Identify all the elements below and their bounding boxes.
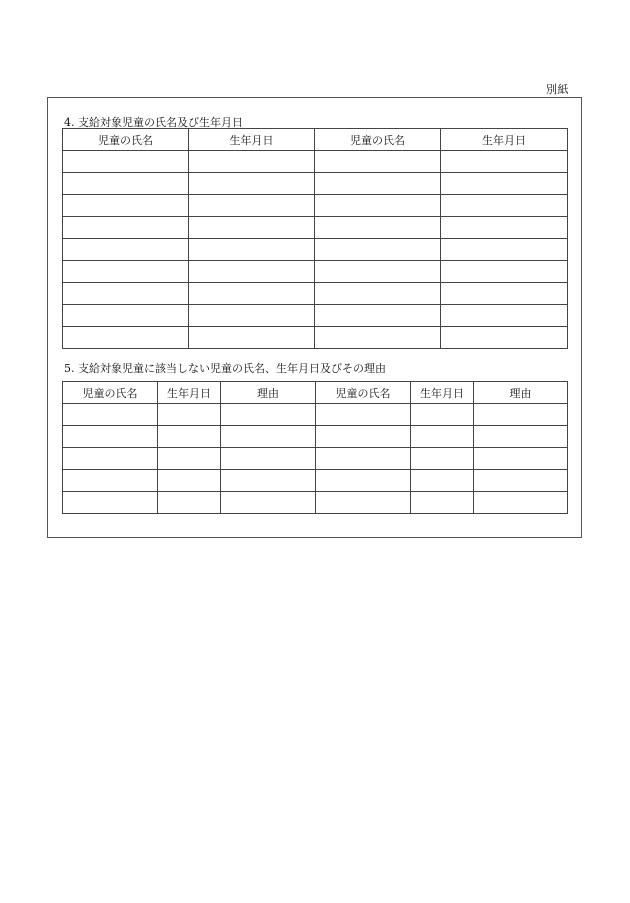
entry-cell[interactable] <box>441 327 568 349</box>
ineligible-children-table <box>62 381 568 514</box>
entry-cell[interactable] <box>441 261 568 283</box>
entry-cell[interactable] <box>189 261 315 283</box>
entry-cell[interactable] <box>158 492 221 514</box>
entry-cell[interactable] <box>189 173 315 195</box>
header-birth-date: 生年月日 <box>189 129 315 151</box>
header-reason: 理由 <box>221 382 316 404</box>
entry-cell[interactable] <box>315 327 441 349</box>
entry-cell[interactable] <box>158 404 221 426</box>
entry-cell[interactable] <box>441 239 568 261</box>
entry-cell[interactable] <box>63 195 189 217</box>
entry-cell[interactable] <box>158 470 221 492</box>
entry-cell[interactable] <box>221 426 316 448</box>
header-child-name: 児童の氏名 <box>63 382 158 404</box>
entry-cell[interactable] <box>441 151 568 173</box>
entry-cell[interactable] <box>315 283 441 305</box>
entry-cell[interactable] <box>441 173 568 195</box>
entry-cell[interactable] <box>441 305 568 327</box>
table-row <box>63 470 568 492</box>
table-header-row <box>63 382 568 404</box>
entry-cell[interactable] <box>221 492 316 514</box>
entry-cell[interactable] <box>63 448 158 470</box>
entry-cell[interactable] <box>63 239 189 261</box>
entry-cell[interactable] <box>411 492 474 514</box>
entry-cell[interactable] <box>474 470 568 492</box>
entry-cell[interactable] <box>189 195 315 217</box>
entry-cell[interactable] <box>63 426 158 448</box>
entry-cell[interactable] <box>189 283 315 305</box>
entry-cell[interactable] <box>63 261 189 283</box>
entry-cell[interactable] <box>411 426 474 448</box>
entry-cell[interactable] <box>158 426 221 448</box>
section5-title: 5. 支給対象児童に該当しない児童の氏名、生年月日及びその理由 <box>64 362 386 375</box>
entry-cell[interactable] <box>315 261 441 283</box>
table-row <box>63 217 568 239</box>
entry-cell[interactable] <box>221 448 316 470</box>
entry-cell[interactable] <box>316 492 411 514</box>
header-reason: 理由 <box>474 382 568 404</box>
header-child-name: 児童の氏名 <box>63 129 189 151</box>
entry-cell[interactable] <box>63 217 189 239</box>
header-child-name: 児童の氏名 <box>316 382 411 404</box>
eligible-children-table <box>62 128 568 349</box>
table-row <box>63 492 568 514</box>
entry-cell[interactable] <box>189 305 315 327</box>
table-header-row <box>63 129 568 151</box>
entry-cell[interactable] <box>474 448 568 470</box>
header-birth-date: 生年月日 <box>411 382 474 404</box>
entry-cell[interactable] <box>316 448 411 470</box>
entry-cell[interactable] <box>189 217 315 239</box>
entry-cell[interactable] <box>315 195 441 217</box>
entry-cell[interactable] <box>63 151 189 173</box>
header-birth-date: 生年月日 <box>441 129 568 151</box>
section4-title: 4. 支給対象児童の氏名及び生年月日 <box>64 116 243 129</box>
entry-cell[interactable] <box>63 327 189 349</box>
header-birth-date: 生年月日 <box>158 382 221 404</box>
table-row <box>63 448 568 470</box>
entry-cell[interactable] <box>189 151 315 173</box>
entry-cell[interactable] <box>411 448 474 470</box>
table-row <box>63 195 568 217</box>
entry-cell[interactable] <box>315 151 441 173</box>
table-row <box>63 151 568 173</box>
table-row <box>63 305 568 327</box>
entry-cell[interactable] <box>315 305 441 327</box>
entry-cell[interactable] <box>63 404 158 426</box>
entry-cell[interactable] <box>315 217 441 239</box>
entry-cell[interactable] <box>189 327 315 349</box>
entry-cell[interactable] <box>63 470 158 492</box>
table-row <box>63 261 568 283</box>
entry-cell[interactable] <box>411 404 474 426</box>
entry-cell[interactable] <box>63 492 158 514</box>
entry-cell[interactable] <box>441 195 568 217</box>
entry-cell[interactable] <box>474 404 568 426</box>
entry-cell[interactable] <box>474 426 568 448</box>
table-row <box>63 404 568 426</box>
table-row <box>63 426 568 448</box>
entry-cell[interactable] <box>316 426 411 448</box>
entry-cell[interactable] <box>158 448 221 470</box>
table-row <box>63 173 568 195</box>
entry-cell[interactable] <box>315 239 441 261</box>
entry-cell[interactable] <box>441 283 568 305</box>
entry-cell[interactable] <box>63 283 189 305</box>
entry-cell[interactable] <box>189 239 315 261</box>
entry-cell[interactable] <box>221 470 316 492</box>
entry-cell[interactable] <box>441 217 568 239</box>
entry-cell[interactable] <box>63 305 189 327</box>
entry-cell[interactable] <box>221 404 316 426</box>
entry-cell[interactable] <box>63 173 189 195</box>
table-row <box>63 283 568 305</box>
header-child-name: 児童の氏名 <box>315 129 441 151</box>
entry-cell[interactable] <box>315 173 441 195</box>
attachment-label: 別紙 <box>546 83 569 96</box>
table-row <box>63 239 568 261</box>
table-row <box>63 327 568 349</box>
entry-cell[interactable] <box>411 470 474 492</box>
entry-cell[interactable] <box>474 492 568 514</box>
entry-cell[interactable] <box>316 404 411 426</box>
entry-cell[interactable] <box>316 470 411 492</box>
